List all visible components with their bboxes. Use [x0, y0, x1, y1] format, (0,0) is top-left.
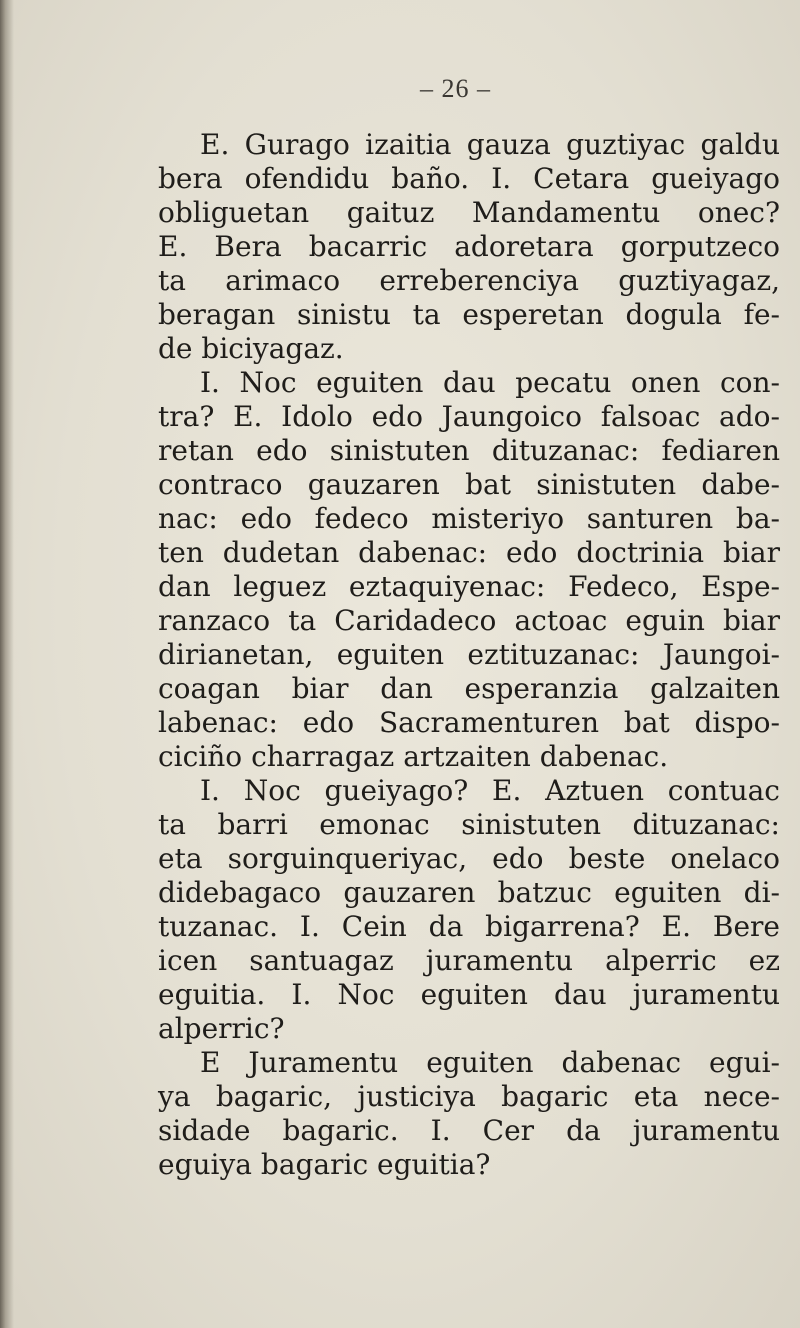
text-line: ta arimaco erreberenciya guztiyagaz,	[158, 264, 780, 297]
text-line: eguiya bagaric eguitia?	[158, 1148, 491, 1181]
text-line: eguitia. I. Noc eguiten dau juramentu	[158, 978, 780, 1011]
text-line: ten dudetan dabenac: edo doctrinia biar	[158, 536, 780, 569]
text-line: ya bagaric, justiciya bagaric eta nece-	[158, 1080, 780, 1113]
text-line: sidade bagaric. I. Cer da juramentu	[158, 1114, 780, 1147]
text-line: alperric?	[158, 1012, 285, 1045]
text-line: eta sorguinqueriyac, edo beste onelaco	[158, 842, 780, 875]
text-line: bera ofendidu baño. I. Cetara gueiyago	[158, 162, 780, 195]
text-line: ta barri emonac sinistuten dituzanac:	[158, 808, 780, 841]
text-line: E. Bera bacarric adoretara gorputzeco	[158, 230, 780, 263]
text-line: ranzaco ta Caridadeco actoac eguin biar	[158, 604, 780, 637]
text-line: beragan sinistu ta esperetan dogula fe-	[158, 298, 780, 331]
text-line: ciciño charragaz artzaiten dabenac.	[158, 740, 669, 773]
text-line: dirianetan, eguiten eztituzanac: Jaungoi-	[158, 638, 780, 671]
binding-shadow	[0, 0, 14, 1328]
text-line: I. Noc eguiten dau pecatu onen con-	[200, 366, 780, 399]
page-number: – 26 –	[420, 74, 491, 103]
text-line: E Juramentu eguiten dabenac egui-	[200, 1046, 780, 1079]
text-line: obliguetan gaituz Mandamentu onec?	[158, 196, 780, 229]
text-line: tuzanac. I. Cein da bigarrena? E. Bere	[158, 910, 780, 943]
text-line: coagan biar dan esperanzia galzaiten	[158, 672, 780, 705]
text-line: icen santuagaz juramentu alperric ez	[158, 944, 780, 977]
text-line: labenac: edo Sacramenturen bat dispo-	[158, 706, 780, 739]
text-line: contraco gauzaren bat sinistuten dabe-	[158, 468, 780, 501]
text-line: didebagaco gauzaren batzuc eguiten di-	[158, 876, 780, 909]
text-line: nac: edo fedeco misteriyo santuren ba-	[158, 502, 780, 535]
body-text	[158, 128, 780, 1182]
text-line: dan leguez eztaquiyenac: Fedeco, Espe-	[158, 570, 780, 603]
text-line: tra? E. Idolo edo Jaungoico falsoac ado-	[158, 400, 780, 433]
text-line: de biciyagaz.	[158, 332, 344, 365]
text-line: I. Noc gueiyago? E. Aztuen contuac	[200, 774, 780, 807]
text-line: retan edo sinistuten dituzanac: fediaren	[158, 434, 780, 467]
text-line: E. Gurago izaitia gauza guztiyac galdu	[200, 128, 780, 161]
